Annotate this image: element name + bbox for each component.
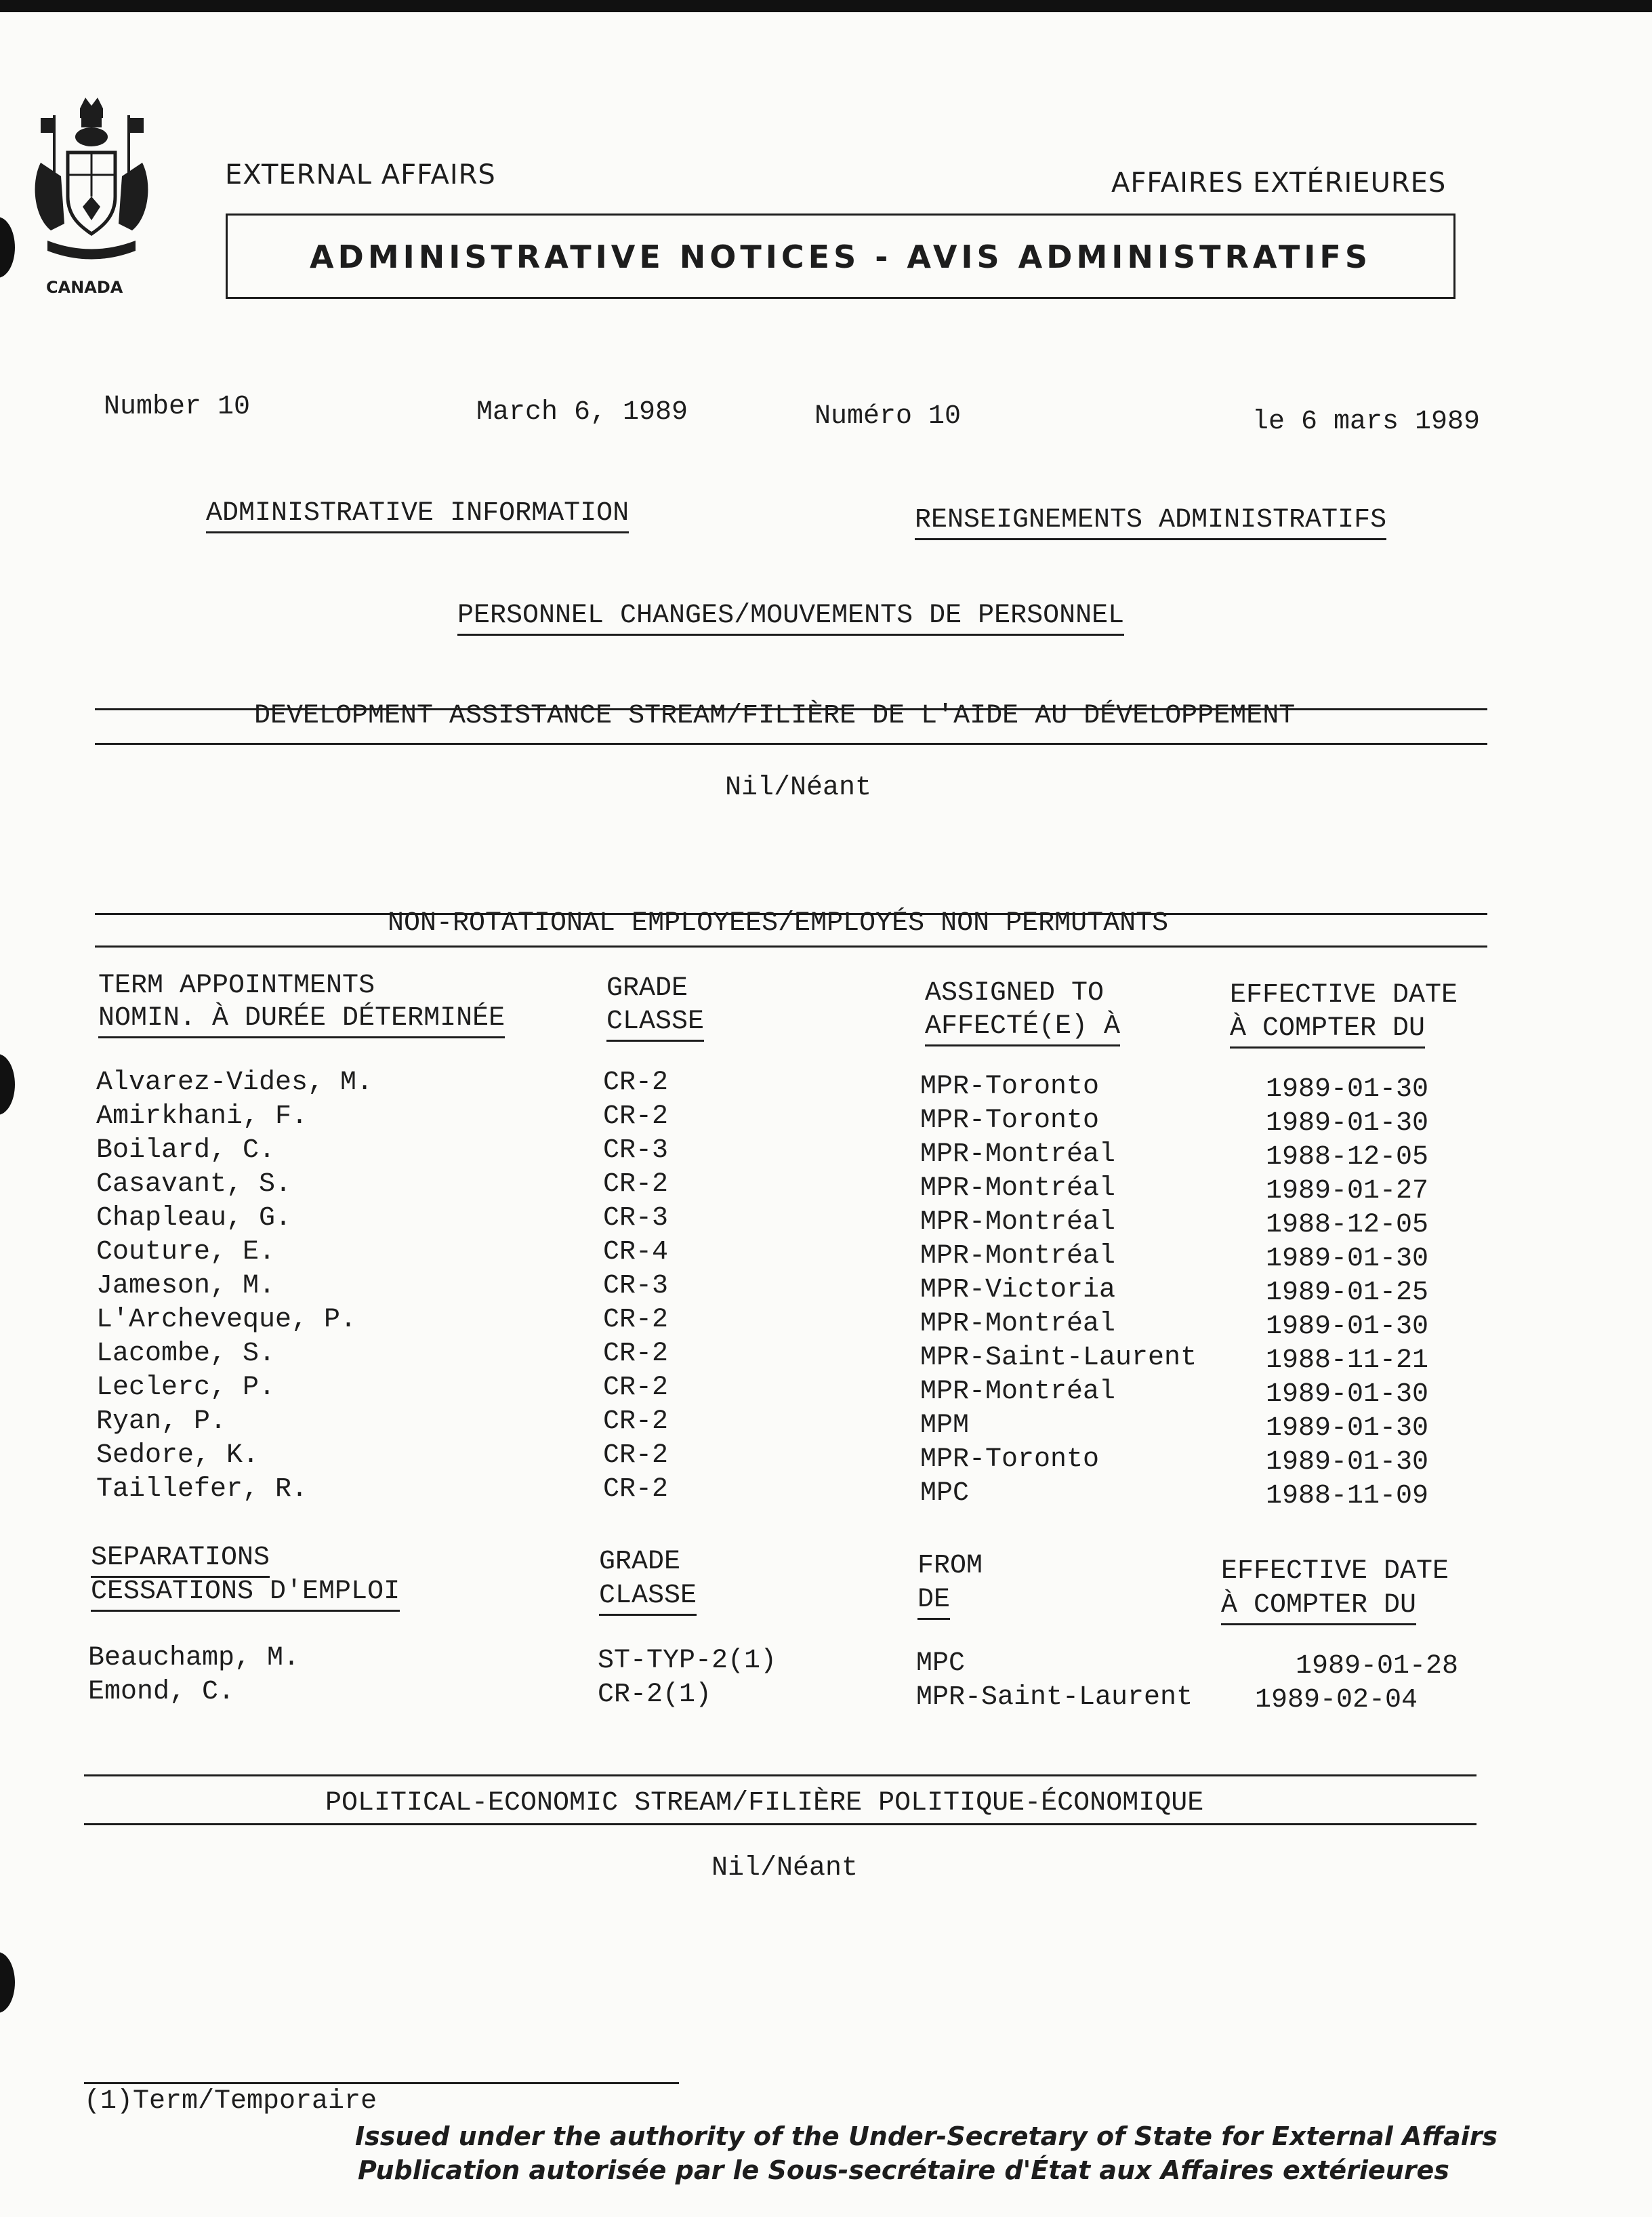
employee-name: Ryan, P.	[96, 1406, 227, 1437]
employee-name: Alvarez-Vides, M.	[96, 1067, 373, 1098]
footnote: (1)Term/Temporaire	[84, 2086, 377, 2117]
employee-name: Couture, E.	[96, 1237, 276, 1267]
employee-grade: CR-2	[603, 1474, 669, 1505]
section-rule	[84, 1823, 1477, 1825]
employee-grade: CR-3	[603, 1271, 669, 1301]
employee-date: 1989-01-30	[1266, 1379, 1429, 1410]
term-header-assigned-en: ASSIGNED TO	[925, 978, 1104, 1009]
employee-date: 1989-01-30	[1266, 1108, 1429, 1139]
table-row	[0, 1643, 1652, 1682]
employee-assigned: MPR-Montréal	[920, 1241, 1116, 1272]
employee-assigned: MPR-Montréal	[920, 1377, 1116, 1407]
admin-info-heading-fr: RENSEIGNEMENTS ADMINISTRATIFS	[915, 505, 1386, 540]
employee-grade: CR-2(1)	[598, 1680, 712, 1710]
employee-assigned: MPR-Toronto	[920, 1444, 1100, 1475]
employee-name: Taillefer, R.	[96, 1474, 308, 1505]
term-header-grade-fr: CLASSE	[606, 1006, 704, 1042]
development-stream-body: Nil/Néant	[725, 773, 872, 803]
employee-assigned: MPC	[920, 1478, 970, 1509]
employee-date: 1989-01-25	[1266, 1278, 1429, 1308]
employee-date: 1989-01-30	[1266, 1311, 1429, 1342]
employee-name: Leclerc, P.	[96, 1372, 276, 1403]
authority-statement-fr: Publication autorisée par le Sous-secrétaire d'État aux Affaires extérieures	[358, 2155, 1449, 2185]
employee-assigned: MPM	[920, 1410, 970, 1441]
table-row	[0, 1440, 1652, 1478]
table-row	[0, 1339, 1652, 1376]
section-rule	[95, 945, 1487, 948]
employee-assigned: MPR-Montréal	[920, 1173, 1116, 1204]
employee-date: 1988-12-05	[1266, 1142, 1429, 1173]
employee-grade: CR-2	[603, 1067, 669, 1098]
department-name-fr: AFFAIRES EXTÉRIEURES	[1111, 167, 1447, 199]
employee-date: 1988-12-05	[1266, 1210, 1429, 1240]
separations-table	[0, 1643, 1652, 1715]
sep-header-date-en: EFFECTIVE DATE	[1221, 1556, 1449, 1587]
employee-date: 1989-02-04	[1255, 1685, 1418, 1715]
employee-date: 1989-01-30	[1266, 1447, 1429, 1478]
sep-header-from-en: FROM	[917, 1551, 983, 1581]
sep-header-name-fr: CESSATIONS D'EMPLOI	[91, 1577, 400, 1612]
employee-from: MPR-Saint-Laurent	[916, 1682, 1193, 1713]
table-row	[0, 1271, 1652, 1308]
employee-grade: CR-4	[603, 1237, 669, 1267]
banner-box	[226, 213, 1455, 299]
employee-date: 1989-01-30	[1266, 1413, 1429, 1444]
sep-header-from-fr: DE	[917, 1585, 950, 1620]
employee-date: 1989-01-27	[1266, 1176, 1429, 1206]
term-header-name-en: TERM APPOINTMENTS	[98, 971, 375, 1001]
employee-grade: CR-2	[603, 1169, 669, 1200]
employee-name: Emond, C.	[88, 1677, 235, 1707]
employee-grade: ST-TYP-2(1)	[598, 1646, 777, 1676]
employee-grade: CR-2	[603, 1339, 669, 1369]
employee-name: Boilard, C.	[96, 1135, 276, 1166]
section-rule	[84, 1774, 1477, 1776]
issue-date-fr: le 6 mars 1989	[1252, 407, 1481, 437]
employee-name: Lacombe, S.	[96, 1339, 276, 1369]
table-row	[0, 1474, 1652, 1511]
employee-date: 1988-11-09	[1266, 1481, 1429, 1511]
employee-name: Chapleau, G.	[96, 1203, 292, 1234]
employee-grade: CR-2	[603, 1101, 669, 1132]
issue-number-en: Number 10	[104, 392, 251, 422]
employee-assigned: MPR-Toronto	[920, 1105, 1100, 1136]
table-row	[0, 1305, 1652, 1342]
footnote-rule	[84, 2082, 679, 2084]
employee-assigned: MPR-Toronto	[920, 1072, 1100, 1102]
employee-name: Jameson, M.	[96, 1271, 276, 1301]
employee-grade: CR-3	[603, 1135, 669, 1166]
punch-hole	[0, 217, 15, 278]
employee-assigned: MPR-Saint-Laurent	[920, 1343, 1197, 1373]
employee-date: 1989-01-30	[1266, 1244, 1429, 1274]
table-row	[0, 1101, 1652, 1139]
employee-name: Beauchamp, M.	[88, 1643, 300, 1673]
authority-statement-en: Issued under the authority of the Under-Secretary of State for External Affairs	[355, 2121, 1498, 2151]
personnel-changes-heading: PERSONNEL CHANGES/MOUVEMENTS DE PERSONNEL	[457, 601, 1124, 636]
employee-name: Amirkhani, F.	[96, 1101, 308, 1132]
table-row	[0, 1237, 1652, 1274]
term-header-assigned-fr: AFFECTÉ(E) À	[925, 1011, 1120, 1046]
table-row	[0, 1406, 1652, 1444]
employee-from: MPC	[916, 1648, 966, 1679]
employee-grade: CR-2	[603, 1305, 669, 1335]
development-stream-title: DEVELOPMENT ASSISTANCE STREAM/FILIÈRE DE L'AIDE AU DÉVELOPPEMENT	[254, 701, 1296, 731]
employee-date: 1989-01-30	[1266, 1074, 1429, 1105]
scan-top-edge	[0, 0, 1652, 12]
employee-grade: CR-2	[603, 1372, 669, 1403]
table-row	[0, 1677, 1652, 1715]
term-appointments-table	[0, 1067, 1652, 1511]
department-name-en: EXTERNAL AFFAIRS	[225, 159, 496, 190]
logo-caption: CANADA	[46, 278, 123, 297]
sep-header-date-fr: À COMPTER DU	[1221, 1590, 1416, 1625]
employee-date: 1988-11-21	[1266, 1345, 1429, 1376]
employee-assigned: MPR-Montréal	[920, 1309, 1116, 1339]
table-row	[0, 1067, 1652, 1105]
issue-number-fr: Numéro 10	[814, 401, 962, 432]
coat-of-arms-icon	[27, 95, 156, 278]
political-stream-title: POLITICAL-ECONOMIC STREAM/FILIÈRE POLITIQUE-ÉCONOMIQUE	[325, 1788, 1204, 1818]
table-row	[0, 1203, 1652, 1240]
section-rule	[95, 743, 1487, 745]
coat-of-arms-logo	[27, 95, 156, 278]
term-header-name-fr: NOMIN. À DURÉE DÉTERMINÉE	[98, 1003, 505, 1038]
employee-name: Sedore, K.	[96, 1440, 260, 1471]
term-header-date-fr: À COMPTER DU	[1230, 1013, 1425, 1049]
employee-date: 1989-01-28	[1296, 1651, 1459, 1682]
term-header-date-en: EFFECTIVE DATE	[1230, 980, 1458, 1011]
political-stream-body: Nil/Néant	[711, 1853, 859, 1884]
non-rotational-title: NON-ROTATIONAL EMPLOYEES/EMPLOYÉS NON PERMUTANTS	[388, 908, 1169, 939]
admin-info-heading-en: ADMINISTRATIVE INFORMATION	[206, 498, 629, 533]
employee-assigned: MPR-Victoria	[920, 1275, 1116, 1305]
issue-date-en: March 6, 1989	[476, 397, 688, 428]
employee-grade: CR-2	[603, 1440, 669, 1471]
banner-title: ADMINISTRATIVE NOTICES - AVIS ADMINISTRATIFS	[310, 239, 1371, 275]
employee-assigned: MPR-Montréal	[920, 1207, 1116, 1238]
employee-name: L'Archeveque, P.	[96, 1305, 357, 1335]
employee-assigned: MPR-Montréal	[920, 1139, 1116, 1170]
sep-header-grade-fr: CLASSE	[599, 1581, 697, 1616]
table-row	[0, 1135, 1652, 1173]
employee-grade: CR-2	[603, 1406, 669, 1437]
sep-header-grade-en: GRADE	[599, 1547, 681, 1577]
employee-grade: CR-3	[603, 1203, 669, 1234]
employee-name: Casavant, S.	[96, 1169, 292, 1200]
table-row	[0, 1169, 1652, 1206]
punch-hole	[0, 1952, 15, 2013]
table-row	[0, 1372, 1652, 1410]
term-header-grade-en: GRADE	[606, 973, 688, 1004]
sep-header-name-en: SEPARATIONS	[91, 1543, 270, 1578]
